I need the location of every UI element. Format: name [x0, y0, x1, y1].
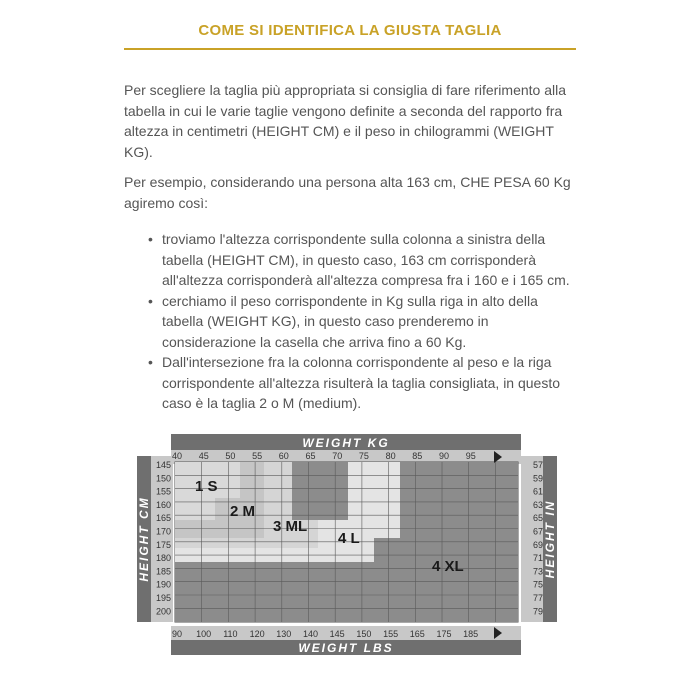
kg-tick-label: 80 — [385, 451, 396, 461]
size-label-m: 2 M — [230, 503, 256, 520]
in-tick-label: 75 — [533, 579, 544, 590]
cm-tick-label: 175 — [155, 539, 171, 550]
in-tick-label: 73 — [533, 566, 544, 577]
in-tick-label: 61 — [533, 486, 544, 497]
cm-tick-label: 185 — [155, 566, 171, 577]
kg-tick-label: 60 — [278, 451, 289, 461]
in-tick-label: 67 — [533, 526, 544, 537]
lbs-tick-label: 175 — [436, 629, 452, 639]
size-label-s: 1 S — [195, 478, 218, 495]
right-axis-title: HEIGHT IN — [543, 499, 557, 579]
left-axis-title: HEIGHT CM — [137, 496, 151, 582]
lbs-tick-label: 100 — [196, 629, 212, 639]
page-title: COME SI IDENTIFICA LA GIUSTA TAGLIA — [198, 22, 502, 39]
list-item-text: troviamo l'altezza corrispondente sulla colonna a sinistra della tabella (HEIGHT CM), in questo caso, 163 cm corrisponderà all'altezza corrisponderà all'altezza compresa fra i 160 e i 165 cm. — [162, 231, 570, 288]
cm-tick-label: 180 — [155, 553, 171, 564]
kg-tick-label: 90 — [438, 451, 450, 461]
lbs-tick-label: 150 — [356, 629, 372, 639]
cm-tick-label: 160 — [155, 499, 171, 510]
size-label-ml: 3 ML — [273, 518, 308, 535]
top-axis-title: WEIGHT KG — [302, 436, 390, 450]
lbs-tick-label: 185 — [463, 629, 479, 639]
list-item-text: Dall'intersezione fra la colonna corrispondente al peso e la riga corrispondente all'altezza risulterà la taglia consigliata, in questo caso è la taglia 2 o M (medium). — [162, 354, 561, 411]
in-tick-label: 79 — [533, 606, 544, 617]
size-label-xl: 4 XL — [432, 558, 464, 575]
in-tick-label: 71 — [533, 553, 544, 564]
bullet-icon: • — [148, 231, 153, 247]
lbs-tick-label: 120 — [249, 629, 265, 639]
cm-tick-label: 200 — [155, 606, 171, 617]
bullet-icon: • — [148, 354, 153, 370]
cm-tick-label: 190 — [155, 579, 171, 590]
lbs-tick-label: 165 — [409, 629, 425, 639]
in-tick-label: 77 — [533, 593, 544, 603]
bottom-axis-title: WEIGHT LBS — [298, 641, 394, 655]
kg-tick-label: 55 — [252, 451, 263, 461]
kg-tick-label: 95 — [465, 451, 476, 461]
list-item-text: cerchiamo il peso corrispondente in Kg sulla riga in alto della tabella (WEIGHT KG), in questo caso prenderemo in considerazione la casella che arriva fino a 60 Kg. — [162, 292, 538, 350]
intro-paragraph: Per scegliere la taglia più appropriata si consiglia di fare riferimento alla tabella in cui le varie taglie vengono definite a seconda del rapporto fra altezza in centimetri (HEIGHT CM) e il peso in chilogrammi (WEIGHT KG). — [124, 82, 567, 160]
kg-tick-label: 65 — [305, 451, 316, 461]
kg-tick-label: 50 — [225, 451, 236, 461]
lbs-tick-label: 90 — [171, 629, 183, 639]
kg-tick-label: 45 — [198, 451, 209, 461]
in-tick-label: 57 — [533, 460, 544, 470]
lbs-tick-label: 140 — [302, 629, 319, 639]
lbs-tick-label: 110 — [223, 629, 238, 639]
bullet-icon: • — [148, 292, 153, 309]
size-label-l: 4 L — [338, 530, 360, 547]
cm-tick-label: 155 — [155, 486, 171, 497]
cm-tick-label: 165 — [155, 513, 171, 524]
kg-tick-label: 40 — [171, 451, 183, 461]
in-tick-label: 69 — [533, 539, 544, 550]
cm-tick-label: 170 — [155, 526, 171, 537]
cm-tick-label: 145 — [155, 460, 171, 470]
cm-tick-label: 195 — [155, 593, 171, 603]
example-paragraph: Per esempio, considerando una persona alta 163 cm, CHE PESA 60 Kg agiremo così: — [124, 174, 571, 211]
kg-tick-label: 85 — [412, 451, 423, 461]
lbs-tick-label: 130 — [276, 629, 292, 639]
cm-tick-label: 150 — [155, 473, 171, 484]
lbs-tick-label: 145 — [329, 629, 345, 639]
in-tick-label: 59 — [533, 473, 544, 484]
in-tick-label: 65 — [533, 513, 544, 524]
kg-tick-label: 70 — [332, 451, 343, 461]
lbs-tick-label: 155 — [383, 629, 399, 639]
kg-tick-label: 75 — [358, 451, 369, 461]
in-tick-label: 63 — [533, 499, 544, 510]
